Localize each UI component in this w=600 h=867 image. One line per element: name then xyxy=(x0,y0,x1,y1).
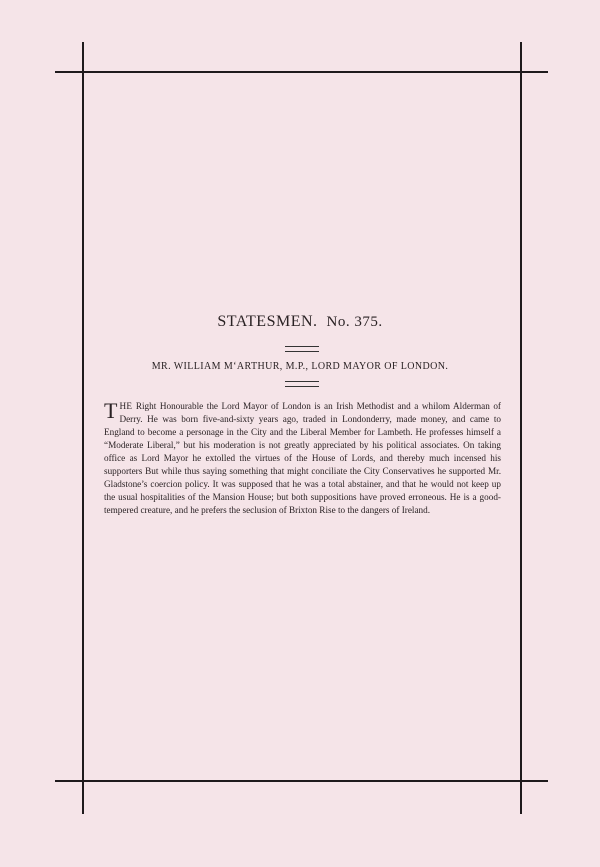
page-title xyxy=(0,313,600,331)
drop-cap: T xyxy=(104,398,118,423)
frame-top-rule xyxy=(55,71,548,73)
frame-left-rule xyxy=(82,42,84,814)
article-body xyxy=(104,400,501,517)
article-text: Right Honourable the Lord Mayor of London is an Irish Methodist and a whilom Alderman of Derry. He was born five-and-sixty years ago, traded in Londonderry, made money, and came to England to become a personage in the City and the Liberal Member for Lambeth. He professes himself a “Moderate Liberal,” but his moderation is not greatly appreciated by his political associates. On taking office as Lord Mayor he extolled the virtues of the House of Lords, and thereby much incensed his supporters But while thus saying something that might conciliate the City Conservatives he supported Mr. Gladstone’s coercion policy. It was supposed that he was a total abstainer, and that he would not keep up the usual hospitalities of the Mansion House; but both suppositions have proved erroneous. He is a good-tempered creature, and he prefers the seclusion of Brixton Rise to the dangers of Ireland. xyxy=(104,401,501,515)
title-text: STATESMEN. xyxy=(217,313,318,330)
title-divider xyxy=(285,346,319,352)
title-number: No. 375. xyxy=(326,314,383,330)
frame-right-rule xyxy=(520,42,522,814)
article-subtitle: MR. WILLIAM M‘ARTHUR, M.P., LORD MAYOR OF LONDON. xyxy=(151,361,449,372)
subtitle-divider xyxy=(285,381,319,387)
article-lead: HE xyxy=(119,401,133,411)
frame-bottom-rule xyxy=(55,780,548,782)
